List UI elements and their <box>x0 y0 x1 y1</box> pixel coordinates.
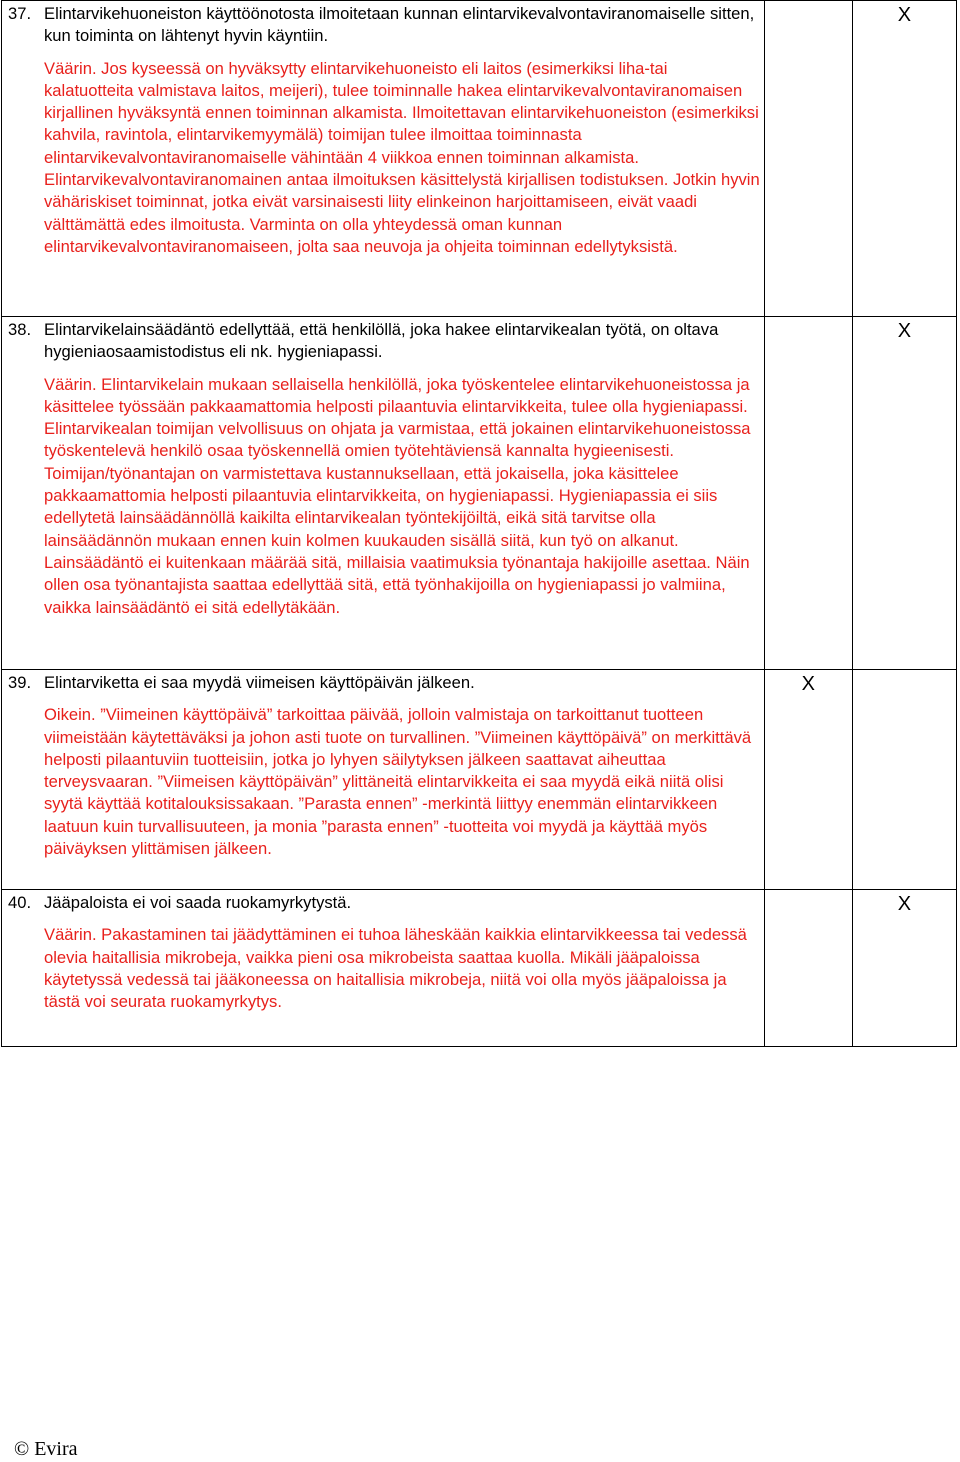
answer-explanation: Väärin. Elintarvikelain mukaan sellaisella henkilöllä, joka työskentelee elintarvikehuoneistossa ja käsittelee työssään pakkaamattomia helposti pilaantuvia elintarvikkeita, tulee olla hygieniapassi. Elintarvikealan toimijan velvollisuus on ohjata ja varmistaa, että jokainen elintarvikehuoneistossa työskentelevä henkilö osaa työskennellä omien työtehtäviensä kannalta hygieenisesti. Toimijan/työnantajan on varmistettava kustannuksellaan, että jokaisella, joka käsittelee pakkaamattomia helposti pilaantuvia elintarvikkeita, on hygieniapassi. Hygieniapassia ei siis edellytetä lainsäädännöllä kaikilta elintarvikealan työntekijöiltä, eikä sitä tarvitse olla lainsäädännön mukaan ennen kuin kolmen kuukauden sisällä siitä, kun työ on alkanut. Lainsäädäntö ei kuitenkaan määrää sitä, millaisia vaatimuksia työnantaja hakijoille asettaa. Näin ollen osa työnantajista saattaa edellyttää sitä, että työnhakijoilla on hygieniapassi jo valmiina, vaikka lainsäädäntö ei sitä edellytäkään. <box>44 374 751 617</box>
question-cell <box>2 670 765 890</box>
true-mark-cell: X <box>764 670 852 890</box>
question-cell <box>2 1 765 317</box>
question-row <box>2 1 957 317</box>
question-row <box>2 670 957 890</box>
question-row <box>2 890 957 1047</box>
question-statement: Elintarviketta ei saa myydä viimeisen käyttöpäivän jälkeen. <box>44 673 475 692</box>
question-cell <box>2 890 765 1047</box>
question-number: 40. <box>8 893 32 912</box>
answer-explanation: Väärin. Pakastaminen tai jäädyttäminen ei tuhoa läheskään kaikkia elintarvikkeessa tai vedessä olevia haitallisia mikrobeja, vaikka pieni osa mikrobeista saattaa kuolla. Mikäli jääpaloissa käytetyssä vedessä tai jääkoneessa on haitallisia mikrobeja, niitä voi olla myös jääpaloissa ja tästä voi seurata ruokamyrkytys. <box>44 925 747 1012</box>
question-row <box>2 317 957 670</box>
answer-explanation: Väärin. Jos kyseessä on hyväksytty elintarvikehuoneisto eli laitos (esimerkiksi liha-tai kalatuotteita valmistava laitos, meijeri), tulee toiminnalle hakea elintarvikevalvontaviranomaisen kirjallinen hyväksyntä ennen toiminnan alkamista. Ilmoitettavan elintarvikehuoneiston (esimerkiksi kahvila, ravintola, elintarvikemyymälä) toimijan tulee ilmoittaa toiminnasta elintarvikevalvontaviranomaiselle vähintään 4 viikkoa ennen toiminnan alkamista. Elintarvikevalvontaviranomainen antaa ilmoituksen käsittelystä kirjallisen todistuksen. Jotkin hyvin vähäriskiset toiminnat, jotka eivät varsinaisesti liity elinkeinon harjoittamiseen, eivät vaadi välttämättä edes ilmoitusta. Varminta on olla yhteydessä oman kunnan elintarvikevalvontaviranomaiseen, jolta saa neuvoja ja ohjeita toiminnan edellytyksistä. <box>44 58 760 256</box>
question-number: 38. <box>8 320 32 339</box>
question-statement: Jääpaloista ei voi saada ruokamyrkytystä. <box>44 893 352 912</box>
true-mark-cell <box>764 1 852 317</box>
answer-explanation: Oikein. ”Viimeinen käyttöpäivä” tarkoittaa päivää, jolloin valmistaja on tarkoittanut tuotteen viimeistään käytettäväksi ja johon asti tuote on turvallinen. ”Viimeinen käyttöpäivä” on merkittävä helposti pilaantuviin tuotteisiin, jotka jo lyhyen säilytyksen jälkeen saattavat aiheuttaa terveysvaaran. ”Viimeisen käyttöpäivän” ylittäneitä elintarvikkeita ei saa myydä eikä niitä olisi syytä käyttää kotitalouksissakaan. ”Parasta ennen” -merkintä liittyy enemmän elintarvikkeen laatuun kuin turvallisuuteen, ja monia ”parasta ennen” -tuotteita voi myydä ja käyttää myös päiväyksen ylittämisen jälkeen. <box>44 705 752 859</box>
copyright-footer: © Evira <box>14 1438 78 1460</box>
question-cell <box>2 317 765 670</box>
question-statement: Elintarvikehuoneiston käyttöönotosta ilmoitetaan kunnan elintarvikevalvontaviranomaiselle sitten, kun toiminta on lähtenyt hyvin käyntiin. <box>44 4 755 46</box>
question-number: 37. <box>8 4 32 23</box>
false-mark-cell: X <box>852 890 956 1047</box>
question-number: 39. <box>8 673 32 692</box>
quiz-table <box>1 0 957 1047</box>
true-mark-cell <box>764 890 852 1047</box>
false-mark-cell: X <box>852 317 956 670</box>
false-mark-cell <box>852 670 956 890</box>
true-mark-cell <box>764 317 852 670</box>
false-mark-cell: X <box>852 1 956 317</box>
question-statement: Elintarvikelainsäädäntö edellyttää, että henkilöllä, joka hakee elintarvikealan työtä, on oltava hygieniaosaamistodistus eli nk. hygieniapassi. <box>44 320 719 362</box>
